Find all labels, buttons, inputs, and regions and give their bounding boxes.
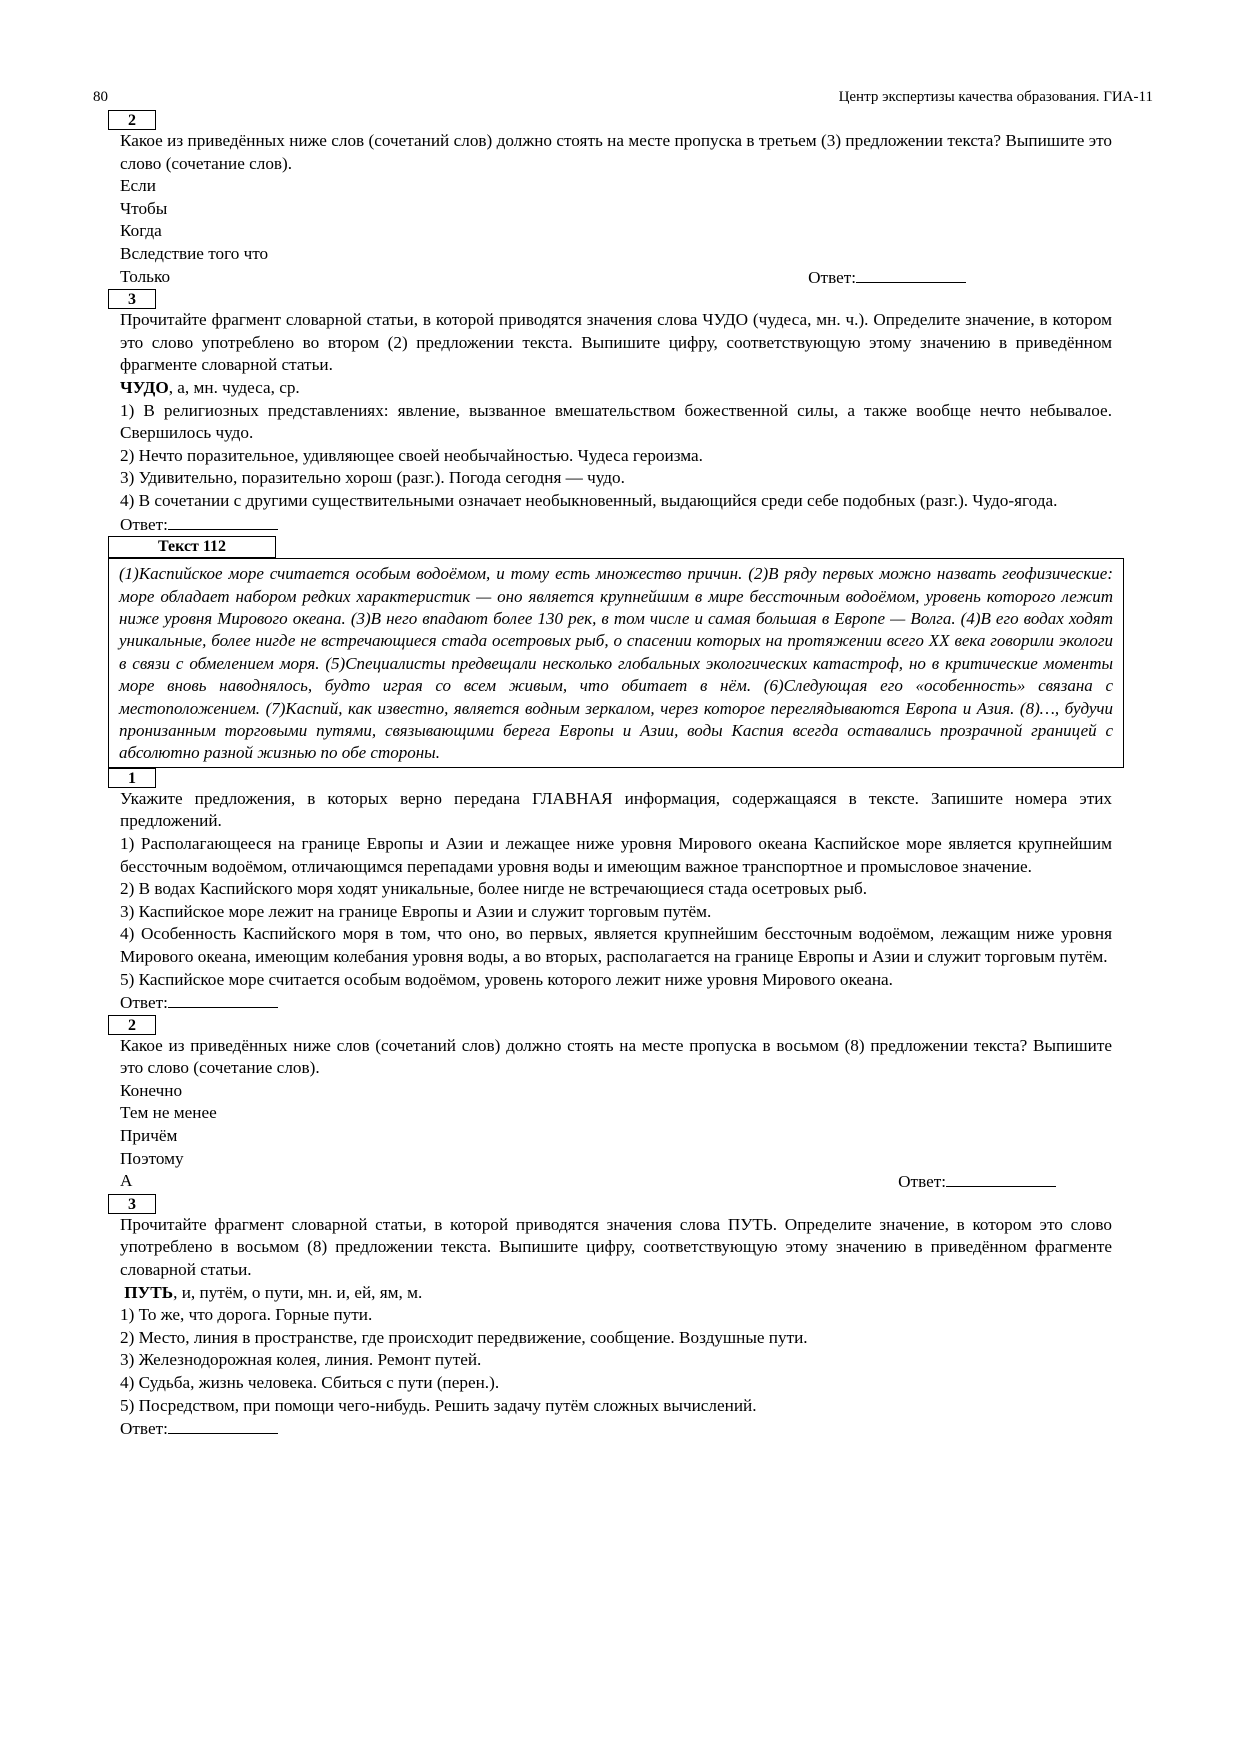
answer-label: Ответ: [120,993,168,1013]
task-number-box: 3 [108,1194,156,1214]
answer-field [808,266,966,290]
answer-option: Вследствие того что [120,243,269,263]
task-question: Прочитайте фрагмент словарной статьи, в которой приводятся значения слова ЧУДО (чудеса, мн. ч.). Определите значение, в котором это слово употреблено во втором (2) предложении текста. Выпишите цифру, соответствующую этому значению в приведённом фрагменте словарной статьи. [120,310,1112,375]
page-content [120,110,1112,1441]
task-number-box: 1 [108,768,156,788]
answer-line[interactable] [168,513,278,530]
answer-label: Ответ: [808,267,856,287]
dictionary-meaning: 1) В религиозных представлениях: явление, вызванное вмешательством божественной силы, а также вообще нечто небывалое. Свершилось чудо. [120,400,1112,443]
answer-option: Тем не менее [120,1103,217,1123]
answer-option: 4) Особенность Каспийского моря в том, что оно, во первых, является крупнейшим бессточным водоёмом, лежащим ниже уровня Мирового океана, имеющим колебания уровня воды, а во вторых, располагается на границе Европы и Азии и служит торговым путём. [120,924,1112,966]
dictionary-meaning: 4) В сочетании с другими существительными означает необыкновенный, выдающийся среди себе подобных (разг.). Чудо-ягода. [120,490,1058,510]
answer-option: Поэтому [120,1148,184,1168]
answer-option: Если [120,176,156,196]
answer-option: 1) Располагающееся на границе Европы и Азии и лежащее ниже уровня Мирового океана Каспийское море является крупнейшим бессточным водоёмом, отличающимся перепадами уровня воды и имеющим важное транспортное и промысловое значение. [120,833,1112,876]
task-question: Укажите предложения, в которых верно передана ГЛАВНАЯ информация, содержащаяся в тексте. Запишите номера этих предложений. [120,788,1112,831]
answer-label: Ответ: [898,1172,946,1192]
answer-option: Причём [120,1126,178,1146]
answer-field [120,513,1112,537]
answer-option: Когда [120,221,162,241]
dictionary-grammar: , а, мн. чудеса, ср. [168,377,300,397]
dictionary-meaning: 2) Нечто поразительное, удивляющее своей необычайностью. Чудеса героизма. [120,445,703,465]
answer-field [120,1417,1112,1441]
dictionary-grammar: , и, путём, о пути, мн. и, ей, ям, м. [173,1282,423,1302]
page-number: 80 [93,89,108,105]
dictionary-meaning: 5) Посредством, при помощи чего-нибудь. Решить задачу путём сложных вычислений. [120,1395,757,1415]
task-question: Прочитайте фрагмент словарной статьи, в которой приводятся значения слова ПУТЬ. Определите значение, в котором это слово употреблено в восьмом (8) предложении текста. Выпишите цифру, соответствующую этому значению в приведённом фрагменте словарной статьи. [120,1214,1112,1280]
task-number-box: 2 [108,1015,156,1035]
text-label-box: Текст 112 [108,536,276,558]
dictionary-meaning: 3) Железнодорожная колея, линия. Ремонт путей. [120,1350,482,1370]
header-title: Центр экспертизы качества образования. ГИА-11 [838,89,1153,105]
answer-option: 3) Каспийское море лежит на границе Европы и Азии и служит торговым путём. [120,901,712,921]
answer-label: Ответ: [120,1419,168,1439]
dictionary-headword: ЧУДО [120,377,169,397]
answer-line[interactable] [946,1170,1056,1187]
task-number-box: 3 [108,289,156,309]
reading-passage: (1)Каспийское море считается особым водоёмом, и тому есть множество причин. (2)В ряду первых можно назвать геофизические: море обладает набором редких характеристик — оно является крупнейшим в мире бессточным водоёмом, уровень которого лежит ниже уровня Мирового океана. (3)В него впадают более 130 рек, в том числе и самая большая в Европе — Волга. (4)В его водах ходят уникальные, более нигде не встречающиеся стада осетровых рыб, о спасении которых на протяжении всего XX века говорили экологи в связи с обмелением моря. (5)Специалисты предвещали несколько глобальных экологических катастроф, но в критические моменты море вновь наводнялось, будто играя со всем живым, что обитает в нём. (6)Следующая его «особенность» связана с местоположением. (7)Каспий, как известно, является водным зеркалом, через которое переглядываются Европа и Азия. (8)…, будучи пронизанным торговыми путями, связывающими берега Европы и Азии, воды Каспия всегда оставались прозрачной границей с абсолютно разной жизнью по обе стороны. [108,558,1124,768]
answer-option: А [120,1171,133,1191]
answer-field [120,991,1112,1015]
dictionary-headword-line [120,1282,1112,1305]
answer-field [898,1170,1056,1194]
dictionary-headword-line [120,377,1112,400]
option-answer-row [120,1170,1112,1194]
answer-option: Чтобы [120,198,168,218]
dictionary-meaning: 3) Удивительно, поразительно хорош (разг.). Погода сегодня — чудо. [120,468,625,488]
answer-option: 5) Каспийское море считается особым водоёмом, уровень которого лежит ниже уровня Мирового океана. [120,969,893,989]
dictionary-meaning: 4) Судьба, жизнь человека. Сбиться с пути (перен.). [120,1373,500,1392]
answer-option: Конечно [120,1080,183,1100]
answer-label: Ответ: [120,514,168,534]
dictionary-headword: ПУТЬ [124,1282,174,1302]
dictionary-meaning: 1) То же, что дорога. Горные пути. [120,1305,373,1325]
answer-option: Только [120,266,171,286]
answer-option: 2) В водах Каспийского моря ходят уникальные, более нигде не встречающиеся стада осетровых рыб. [120,879,868,899]
task-question: Какое из приведённых ниже слов (сочетаний слов) должно стоять на месте пропуска в восьмом (8) предложении текста? Выпишите это слово (сочетание слов). [120,1035,1112,1078]
answer-line[interactable] [168,1417,278,1434]
option-answer-row [120,266,1112,290]
answer-line[interactable] [168,991,278,1008]
answer-line[interactable] [856,266,966,283]
task-number-box: 2 [108,110,156,130]
dictionary-meaning: 2) Место, линия в пространстве, где происходит передвижение, сообщение. Воздушные пути. [120,1327,808,1347]
task-question: Какое из приведённых ниже слов (сочетаний слов) должно стоять на месте пропуска в третьем (3) предложении текста? Выпишите это слово (сочетание слов). [120,131,1112,173]
